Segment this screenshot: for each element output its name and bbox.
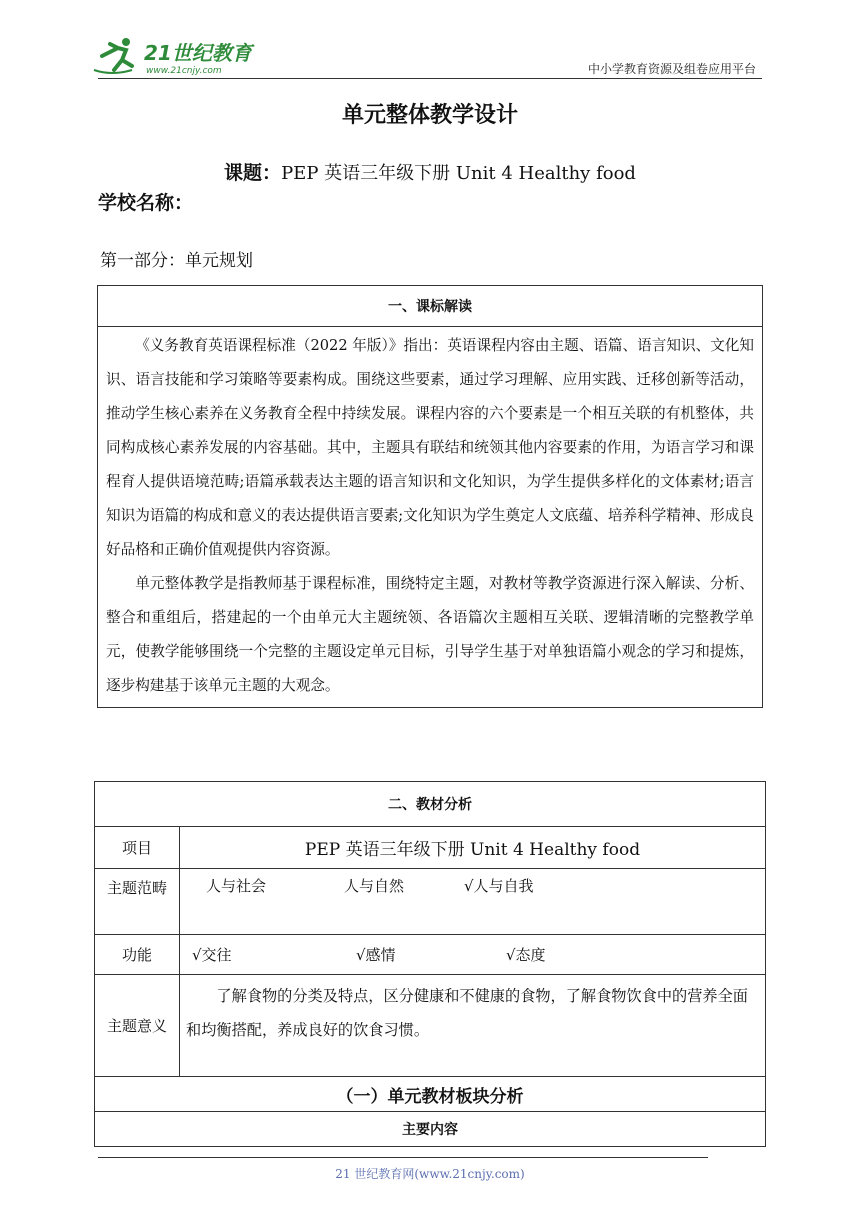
logo-url: www.21cnjy.com: [146, 66, 222, 76]
paragraph-2: 单元整体教学是指教师基于课程标准，围绕特定主题，对教材等教学资源进行深入解读、分析、整合和重组后，搭建起的一个由单元大主题统领、各语篇次主题相互关联、逻辑清晰的完整教学单元，使教学能够围绕一个完整的主题设定单元目标，引导学生基于对单独语篇小观念的学习和提炼，逐步构建基于该单元主题的大观念。: [106, 575, 754, 694]
page-title: 单元整体教学设计: [341, 103, 518, 128]
table2-heading: 二、教材分析: [95, 782, 766, 827]
platform-name: 中小学教育资源及组卷应用平台: [587, 62, 756, 76]
function-option-attitude: √态度: [506, 946, 546, 964]
paragraph-1: 《义务教育英语课程标准（2022 年版）》指出：英语课程内容由主题、语篇、语言知识、文化知识、语言技能和学习策略等要素构成。围绕这些要素，通过学习理解、应用实践、迁移创新等活动，推动学生核心素养在义务教育全程中持续发展。课程内容的六个要素是一个相互关联的有机整体，共同构成核心素养发展的内容基础。其中，主题具有联结和统领其他内容要素的作用，为语言学习和课程育人提供语境范畴;语篇承载表达主题的语言知识和文化知识，为学生提供多样化的文体素材;语言知识为语篇的构成和意义的表达提供语言要素;文化知识为学生奠定人文底蕴、培养科学精神、形成良好品格和正确价值观提供内容资源。: [106, 337, 754, 558]
theme-option-nature: 人与自然: [344, 877, 405, 895]
section-title: （一）单元教材板块分析: [95, 1077, 766, 1112]
logo-text: 21世纪教育: [144, 41, 252, 65]
header-divider: [98, 78, 762, 79]
theme-option-society: 人与社会: [206, 877, 267, 895]
function-option-emotion: √感情: [356, 946, 396, 964]
theme-options: [180, 869, 766, 935]
meaning-label: 主题意义: [95, 975, 180, 1077]
school-name-label: 学校名称：: [98, 192, 194, 214]
table1-heading: 一、课标解读: [98, 286, 763, 327]
textbook-analysis-table: [94, 781, 766, 1147]
curriculum-standard-table: [97, 285, 763, 708]
subsection-title: 主要内容: [95, 1112, 766, 1147]
part-heading: 第一部分：单元规划: [100, 251, 253, 271]
function-label: 功能: [95, 935, 180, 975]
subject-line: [0, 158, 860, 185]
function-options: [180, 935, 766, 975]
meaning-text: 了解食物的分类及特点，区分健康和不健康的食物，了解食物饮食中的营养全面和均衡搭配，养成良好的饮食习惯。: [180, 975, 766, 1077]
subject-label: 课题：: [224, 162, 282, 184]
function-option-communication: √交往: [192, 946, 232, 964]
runner-logo-icon: [92, 36, 262, 78]
site-logo: [92, 36, 262, 78]
table1-body: [98, 327, 763, 708]
footer-link[interactable]: 21 世纪教育网(www.21cnjy.com): [335, 1167, 525, 1181]
subject-value: PEP 英语三年级下册 Unit 4 Healthy food: [281, 163, 636, 184]
theme-label: 主题范畴: [95, 869, 180, 935]
item-value: PEP 英语三年级下册 Unit 4 Healthy food: [180, 827, 766, 869]
item-label: 项目: [95, 827, 180, 869]
theme-option-self: √人与自我: [464, 877, 534, 895]
footer-divider: [98, 1157, 708, 1158]
